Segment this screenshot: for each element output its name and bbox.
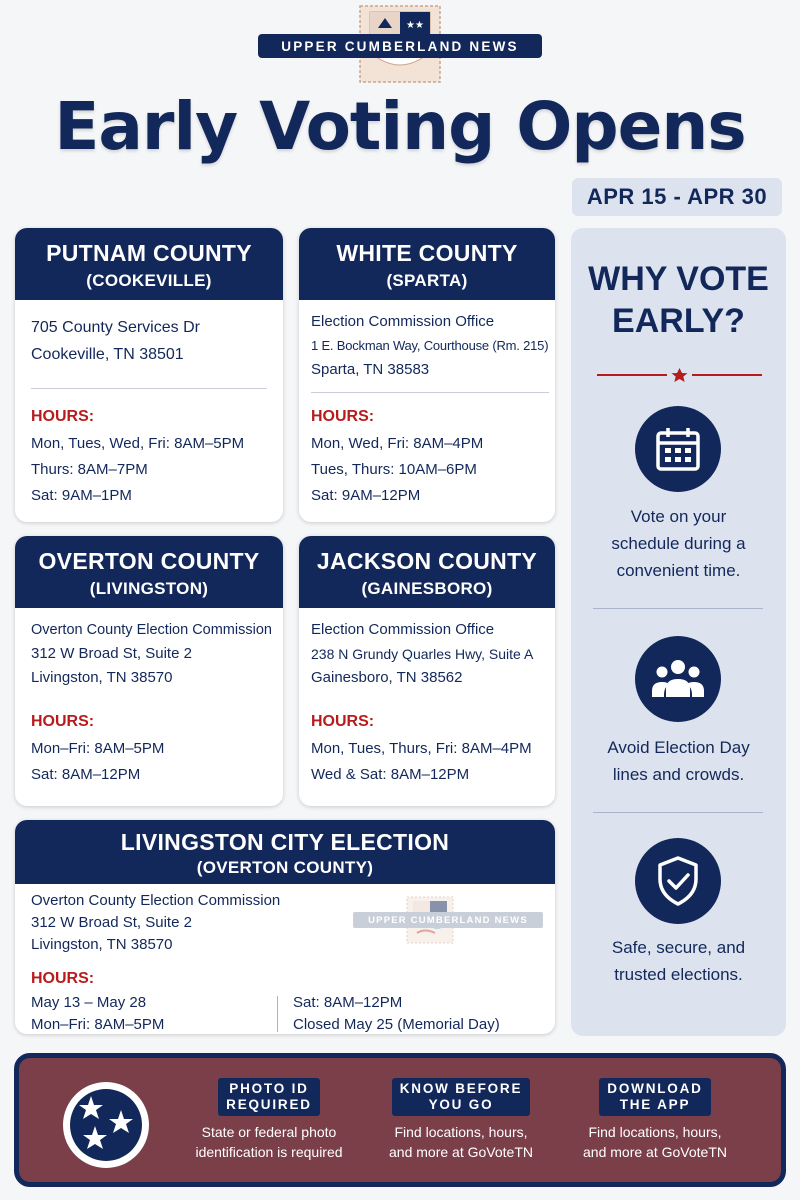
panel-divider xyxy=(593,812,763,813)
address-line: Overton County Election Commission xyxy=(31,892,281,909)
footer-badge: PHOTO ID REQUIRED xyxy=(218,1078,320,1116)
hours-line: Thurs: 8AM–7PM xyxy=(31,461,148,478)
reason-line: trusted elections. xyxy=(614,965,743,984)
hours-line: Mon, Tues, Wed, Fri: 8AM–5PM xyxy=(31,435,245,452)
address-line: Livingston, TN 38570 xyxy=(31,936,173,953)
footer-text: State or federal photo identification is required xyxy=(195,1124,343,1160)
footer-badge: KNOW BEFORE YOU GO xyxy=(392,1078,531,1116)
hours-column-divider xyxy=(277,996,278,1032)
info-footer xyxy=(14,1053,786,1187)
hours-line: Closed May 25 (Memorial Day) xyxy=(293,1016,500,1033)
card-header xyxy=(299,536,555,608)
reason-line: Avoid Election Day xyxy=(607,738,750,757)
panel-title-line: WHY VOTE xyxy=(588,260,769,298)
hours-label: HOURS: xyxy=(311,713,375,730)
star-divider xyxy=(597,368,762,382)
reason-line: lines and crowds. xyxy=(612,765,745,784)
hours-line: Tues, Thurs: 10AM–6PM xyxy=(311,461,477,478)
calendar-icon xyxy=(635,406,721,492)
city-election-card-livingston xyxy=(15,820,555,1034)
footer-item-download-app xyxy=(565,1078,745,1162)
address-line: Sparta, TN 38583 xyxy=(311,361,430,378)
hours-label: HOURS: xyxy=(31,408,95,425)
county-card-white xyxy=(299,228,555,522)
why-vote-early-panel xyxy=(571,228,786,1036)
hours-line: Sat: 9AM–1PM xyxy=(31,487,132,504)
footer-item-photo-id xyxy=(179,1078,359,1162)
panel-title-line: EARLY? xyxy=(612,302,745,340)
election-name: LIVINGSTON CITY ELECTION xyxy=(120,829,450,855)
hours-line: Mon, Wed, Fri: 8AM–4PM xyxy=(311,435,484,452)
reason-line: Safe, secure, and xyxy=(611,938,746,957)
tennessee-tristar-icon xyxy=(61,1080,151,1170)
hours-line: Mon–Fri: 8AM–5PM xyxy=(31,1016,165,1033)
hours-line: May 13 – May 28 xyxy=(31,994,147,1011)
address-line: 312 W Broad St, Suite 2 xyxy=(31,645,192,662)
reason-text xyxy=(581,934,776,988)
panel-divider xyxy=(593,608,763,609)
address-line: Election Commission Office xyxy=(311,621,495,638)
footer-item-know-before xyxy=(371,1078,551,1162)
county-city: (COOKEVILLE) xyxy=(86,271,212,290)
hours-line: Mon–Fri: 8AM–5PM xyxy=(31,740,165,757)
reason-line: Vote on your xyxy=(630,507,727,526)
county-city: (LIVINGSTON) xyxy=(89,579,209,598)
people-icon xyxy=(635,636,721,722)
hours-line: Mon, Tues, Thurs, Fri: 8AM–4PM xyxy=(311,740,532,757)
watermark-banner: UPPER CUMBERLAND NEWS xyxy=(353,912,543,928)
date-range-badge: APR 15 - APR 30 xyxy=(572,178,782,216)
shield-check-icon xyxy=(635,838,721,924)
county-name: OVERTON COUNTY xyxy=(38,548,260,574)
brand-banner: UPPER CUMBERLAND NEWS xyxy=(258,34,542,58)
county-name: JACKSON COUNTY xyxy=(316,548,538,574)
address-line: Livingston, TN 38570 xyxy=(31,669,173,686)
hours-line: Wed & Sat: 8AM–12PM xyxy=(311,766,470,783)
card-header xyxy=(299,228,555,300)
county-city: (GAINESBORO) xyxy=(361,579,493,598)
card-header xyxy=(15,228,283,300)
hours-line: Sat: 8AM–12PM xyxy=(293,994,403,1011)
hours-line: Sat: 9AM–12PM xyxy=(311,487,421,504)
address-line: Election Commission Office xyxy=(311,313,495,330)
county-name: PUTNAM COUNTY xyxy=(46,240,252,266)
footer-badge: DOWNLOAD THE APP xyxy=(599,1078,710,1116)
svg-text:★★: ★★ xyxy=(406,20,424,31)
county-city: (SPARTA) xyxy=(386,271,468,290)
page-title: Early Voting Opens xyxy=(54,88,746,165)
reason-line: schedule during a xyxy=(611,534,746,553)
address-line: 705 County Services Dr xyxy=(31,319,200,336)
footer-text: Find locations, hours, and more at GoVoteTN xyxy=(583,1124,727,1160)
card-header xyxy=(15,536,283,608)
county-card-putnam xyxy=(15,228,283,522)
address-line: Overton County Election Commission xyxy=(31,622,272,638)
county-name: WHITE COUNTY xyxy=(336,240,518,266)
address-line: 238 N Grundy Quarles Hwy, Suite A xyxy=(311,646,534,662)
address-line: 312 W Broad St, Suite 2 xyxy=(31,914,192,931)
card-header xyxy=(15,820,555,884)
hours-line: Sat: 8AM–12PM xyxy=(31,766,141,783)
hours-label: HOURS: xyxy=(311,408,375,425)
county-card-jackson xyxy=(299,536,555,806)
reason-text xyxy=(581,734,776,788)
panel-title xyxy=(571,258,786,342)
election-county: (OVERTON COUNTY) xyxy=(196,858,374,877)
reason-line: convenient time. xyxy=(616,561,741,580)
hours-label: HOURS: xyxy=(31,970,95,987)
reason-text xyxy=(581,503,776,584)
address-line: 1 E. Bockman Way, Courthouse (Rm. 215) xyxy=(311,338,549,353)
county-card-overton xyxy=(15,536,283,806)
address-line: Cookeville, TN 38501 xyxy=(31,346,184,363)
footer-text: Find locations, hours, and more at GoVoteTN xyxy=(389,1124,533,1160)
address-line: Gainesboro, TN 38562 xyxy=(311,669,463,686)
hours-label: HOURS: xyxy=(31,713,95,730)
